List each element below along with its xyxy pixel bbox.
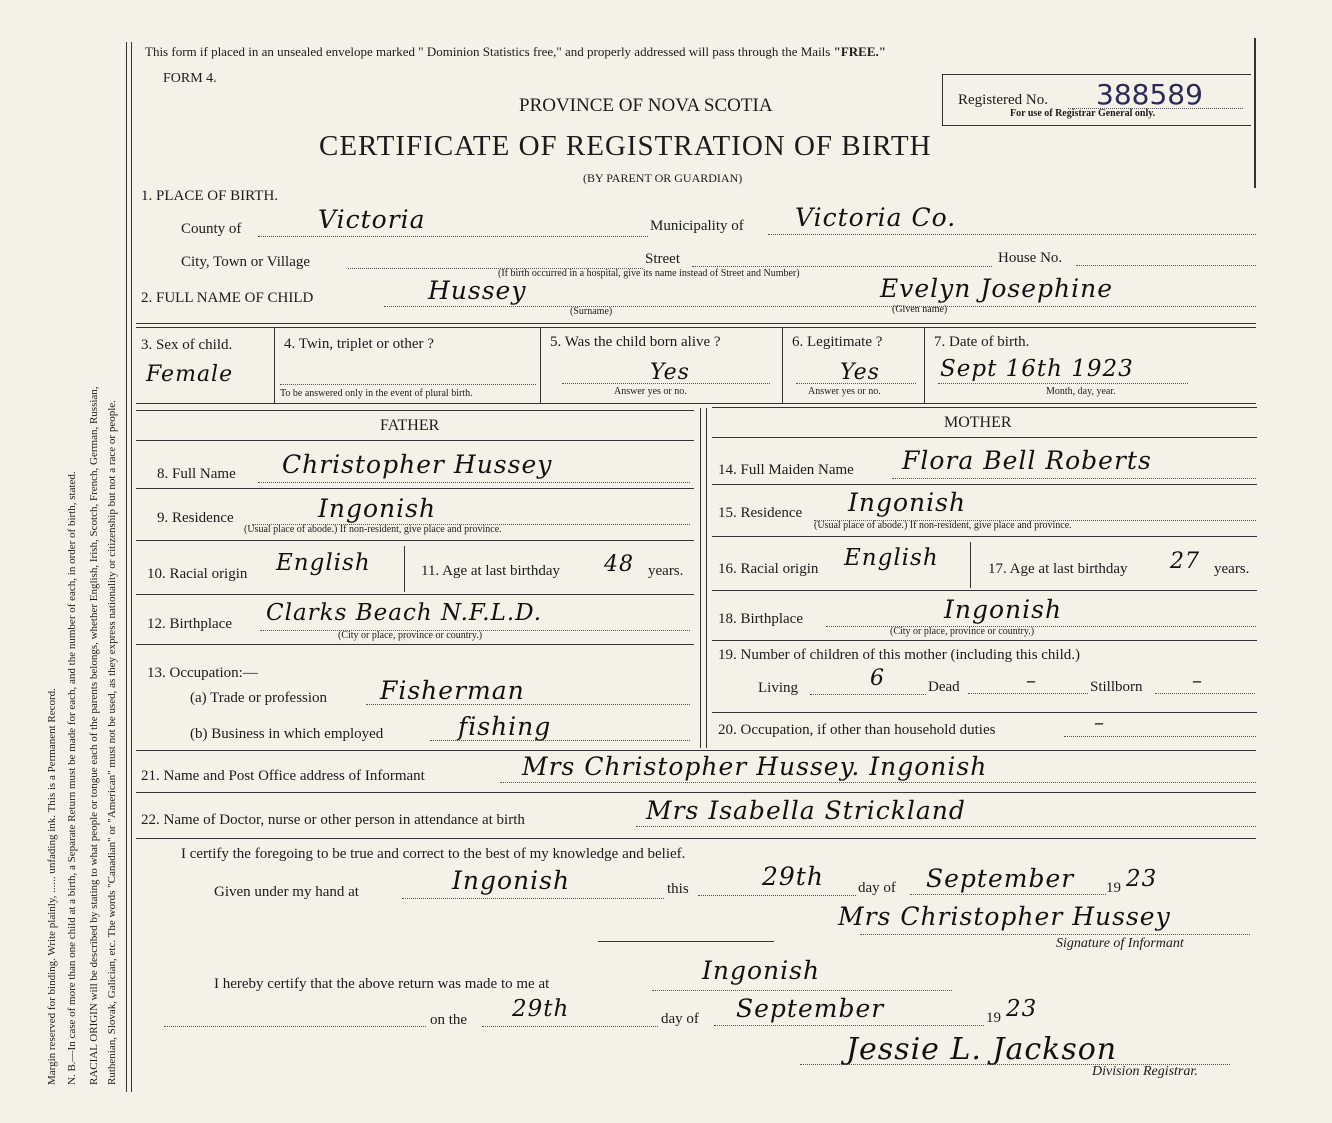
row-3-top-2 [136, 327, 1256, 328]
given-year-prefix: 19 [1106, 880, 1121, 896]
doctor-line [636, 826, 1256, 827]
registered-label: Registered No. [958, 92, 1048, 108]
mother-res-label: 15. Residence [718, 505, 803, 521]
father-row-12-bottom [136, 644, 694, 645]
margin-note-binding: Margin reserved for binding. Write plainly, ...... unfading ink. This is a Permanent Record. [46, 688, 58, 1085]
father-age-label: 11. Age at last birthday [421, 563, 560, 579]
given-year-value: 23 [1126, 866, 1158, 892]
document-title: CERTIFICATE OF REGISTRATION OF BIRTH [319, 130, 932, 162]
mother-occ-value: – [1094, 710, 1105, 734]
house-line [1076, 265, 1256, 266]
surname-note: (Surname) [570, 306, 613, 317]
mother-top [712, 407, 1257, 408]
registrar-year-value: 23 [1006, 996, 1038, 1022]
father-bp-value: Clarks Beach N.F.L.D. [266, 600, 543, 626]
given-name-note: (Given name) [892, 304, 948, 315]
left-border-inner [131, 42, 132, 1092]
province-heading: PROVINCE OF NOVA SCOTIA [519, 95, 773, 116]
living-line [810, 694, 926, 695]
hospital-note: (If birth occurred in a hospital, give its name instead of Street and Number) [498, 268, 800, 279]
stillborn-value: – [1192, 668, 1203, 692]
father-trade-label: (a) Trade or profession [190, 690, 328, 706]
twin-line [280, 384, 536, 385]
this-label: this [667, 881, 689, 897]
given-month-value: September [926, 864, 1075, 893]
father-res-value: Ingonish [318, 494, 437, 523]
alive-value: Yes [650, 360, 690, 385]
mother-race-divider [970, 542, 971, 588]
mother-bp-note: (City or place, province or country.) [890, 626, 1035, 637]
mother-name-line [892, 478, 1256, 479]
given-day-line [698, 895, 856, 896]
father-trade-value: Fisherman [380, 676, 525, 705]
registrar-general-note: For use of Registrar General only. [1010, 108, 1156, 119]
living-label: Living [758, 680, 798, 696]
mother-age-unit: years. [1214, 561, 1250, 577]
living-value: 6 [870, 666, 885, 691]
mail-notice: This form if placed in an unsealed envelope marked " Dominion Statistics free," and properly addressed will pass through the Mails "FREE." [145, 44, 886, 59]
mother-occ-line [1064, 736, 1256, 737]
mother-row-19-bottom [712, 712, 1257, 713]
registrar-lead-line [164, 1026, 426, 1027]
separator-rule [598, 941, 774, 942]
mother-bp-label: 18. Birthplace [718, 611, 803, 627]
registrar-place-line [652, 990, 952, 991]
municipality-value: Victoria Co. [795, 203, 957, 232]
registrar-month-value: September [736, 994, 885, 1023]
center-divider-1 [700, 408, 701, 748]
county-value: Victoria [318, 205, 426, 234]
father-top [136, 410, 694, 411]
county-line [258, 236, 648, 237]
father-name-line [258, 482, 690, 483]
given-label: Given under my hand at [214, 884, 359, 900]
informant-value: Mrs Christopher Hussey. Ingonish [522, 752, 988, 781]
legit-value: Yes [840, 360, 880, 385]
municipality-label: Municipality of [650, 218, 744, 234]
informant-signature-line [860, 934, 1250, 935]
registrar-day-value: 29th [512, 996, 570, 1022]
father-race-divider [404, 546, 405, 592]
mother-age-value: 27 [1170, 549, 1200, 574]
alive-label: 5. Was the child born alive ? [550, 334, 721, 350]
mother-age-label: 17. Age at last birthday [988, 561, 1128, 577]
registrar-on-label: on the [430, 1012, 468, 1028]
parents-bottom [136, 750, 1256, 751]
dob-value: Sept 16th 1923 [940, 356, 1134, 382]
mother-occ-label: 20. Occupation, if other than household duties [718, 722, 996, 738]
div-5-6 [782, 327, 783, 403]
registrar-dayof-label: day of [661, 1011, 699, 1027]
alive-note: Answer yes or no. [614, 386, 687, 397]
mother-row-18-bottom [712, 640, 1257, 641]
municipality-line [768, 234, 1256, 235]
father-occ-label: 13. Occupation:— [147, 665, 258, 681]
registered-number: 388589 [1096, 78, 1203, 111]
margin-note-racial-1: RACIAL ORIGIN will be described by stating to what people or tongue each of the parents belongs, whether English, Irish, Scotch, French, German, Russian, [88, 386, 100, 1085]
mother-heading: MOTHER [944, 414, 1012, 431]
mother-res-value: Ingonish [848, 488, 967, 517]
given-place-line [402, 898, 664, 899]
mother-row-15-bottom [712, 536, 1257, 537]
registrar-signature: Jessie L. Jackson [846, 1032, 1118, 1067]
mother-heading-line [712, 437, 1257, 438]
dob-label: 7. Date of birth. [934, 334, 1030, 350]
mother-race-value: English [844, 545, 939, 571]
margin-note-plural: N. B.—In case of more than one child at a birth, a Separate Return must be made for each, and the number of each, in order of birth, stated. [66, 471, 78, 1085]
father-bp-note: (City or place, province or country.) [338, 630, 483, 641]
father-row-8-bottom [136, 488, 694, 489]
row-3-top [136, 323, 1256, 324]
registrar-year-prefix: 19 [986, 1010, 1001, 1026]
father-age-unit: years. [648, 563, 684, 579]
mother-row-14-bottom [712, 484, 1257, 485]
dead-value: – [1026, 668, 1037, 692]
document-subtitle: (BY PARENT OR GUARDIAN) [583, 171, 743, 185]
mother-bp-value: Ingonish [944, 595, 1063, 624]
child-name-label: 2. FULL NAME OF CHILD [141, 290, 314, 306]
given-month-line [910, 894, 1106, 895]
father-heading: FATHER [380, 417, 440, 434]
informant-line [500, 782, 1256, 783]
twin-label: 4. Twin, triplet or other ? [284, 336, 434, 352]
registrar-place-value: Ingonish [702, 956, 821, 985]
dob-line [938, 383, 1188, 384]
dob-note: Month, day, year. [1046, 386, 1116, 397]
child-given-name: Evelyn Josephine [880, 274, 1114, 303]
informant-signature: Mrs Christopher Hussey [838, 902, 1171, 931]
father-name-label: 8. Full Name [157, 466, 236, 482]
div-3-4 [274, 327, 275, 403]
twin-note: To be answered only in the event of plural birth. [280, 388, 473, 399]
street-line [692, 266, 992, 267]
given-day-value: 29th [762, 862, 824, 891]
left-border [126, 42, 127, 1092]
mother-name-label: 14. Full Maiden Name [718, 462, 854, 478]
dead-label: Dead [928, 679, 960, 695]
father-race-value: English [276, 550, 371, 576]
informant-signature-label: Signature of Informant [1056, 936, 1184, 951]
form-number: FORM 4. [163, 71, 217, 86]
legit-note: Answer yes or no. [808, 386, 881, 397]
doctor-bottom [136, 838, 1256, 839]
father-res-note: (Usual place of abode.) If non-resident, give place and province. [244, 524, 502, 535]
house-label: House No. [998, 250, 1063, 266]
stillborn-label: Stillborn [1090, 679, 1143, 695]
registrar-signature-label: Division Registrar. [1092, 1064, 1198, 1079]
doctor-label: 22. Name of Doctor, nurse or other person in attendance at birth [141, 812, 525, 828]
informant-bottom [136, 792, 1256, 793]
father-name-value: Christopher Hussey [282, 450, 553, 479]
div-6-7 [924, 327, 925, 403]
legit-label: 6. Legitimate ? [792, 334, 883, 350]
sex-value: Female [146, 362, 234, 387]
city-label: City, Town or Village [181, 254, 311, 270]
county-label: County of [181, 221, 242, 237]
child-name-line [384, 306, 1256, 307]
certify-statement: I certify the foregoing to be true and correct to the best of my knowledge and belief. [181, 846, 686, 862]
dead-line [968, 693, 1088, 694]
row-3-bottom [136, 403, 1256, 404]
mother-row-16-bottom [712, 590, 1257, 591]
center-divider-2 [706, 408, 707, 748]
street-label: Street [645, 251, 680, 267]
stillborn-line [1155, 693, 1255, 694]
registrar-statement: I hereby certify that the above return was made to me at [214, 976, 550, 992]
informant-label: 21. Name and Post Office address of Informant [141, 768, 425, 784]
father-biz-label: (b) Business in which employed [190, 726, 384, 742]
father-bp-label: 12. Birthplace [147, 616, 232, 632]
mother-res-note: (Usual place of abode.) If non-resident, give place and province. [814, 520, 1072, 531]
given-place-value: Ingonish [452, 866, 571, 895]
father-row-9-bottom [136, 540, 694, 541]
doctor-value: Mrs Isabella Strickland [646, 796, 966, 825]
div-4-5 [540, 327, 541, 403]
registrar-day-line [482, 1026, 658, 1027]
mother-race-label: 16. Racial origin [718, 561, 819, 577]
father-row-10-bottom [136, 594, 694, 595]
child-surname: Hussey [428, 276, 527, 305]
place-heading: 1. PLACE OF BIRTH. [141, 188, 279, 204]
registrar-month-line [714, 1025, 984, 1026]
mail-notice-free: "FREE." [833, 44, 886, 59]
mother-name-value: Flora Bell Roberts [902, 446, 1152, 475]
father-heading-line [136, 440, 694, 441]
right-border [1254, 38, 1256, 188]
mother-children-label: 19. Number of children of this mother (including this child.) [718, 647, 1081, 663]
given-dayof-label: day of [858, 880, 896, 896]
father-biz-value: fishing [458, 712, 552, 741]
father-res-label: 9. Residence [157, 510, 234, 526]
father-age-value: 48 [604, 552, 634, 577]
margin-note-racial-2: Ruthenian, Slovak, Galician, etc. The words "Canadian" or "American" must not be used, as they express nationality or citizenship but not a race or people. [106, 400, 118, 1085]
father-race-label: 10. Racial origin [147, 566, 248, 582]
sex-label: 3. Sex of child. [141, 337, 233, 353]
